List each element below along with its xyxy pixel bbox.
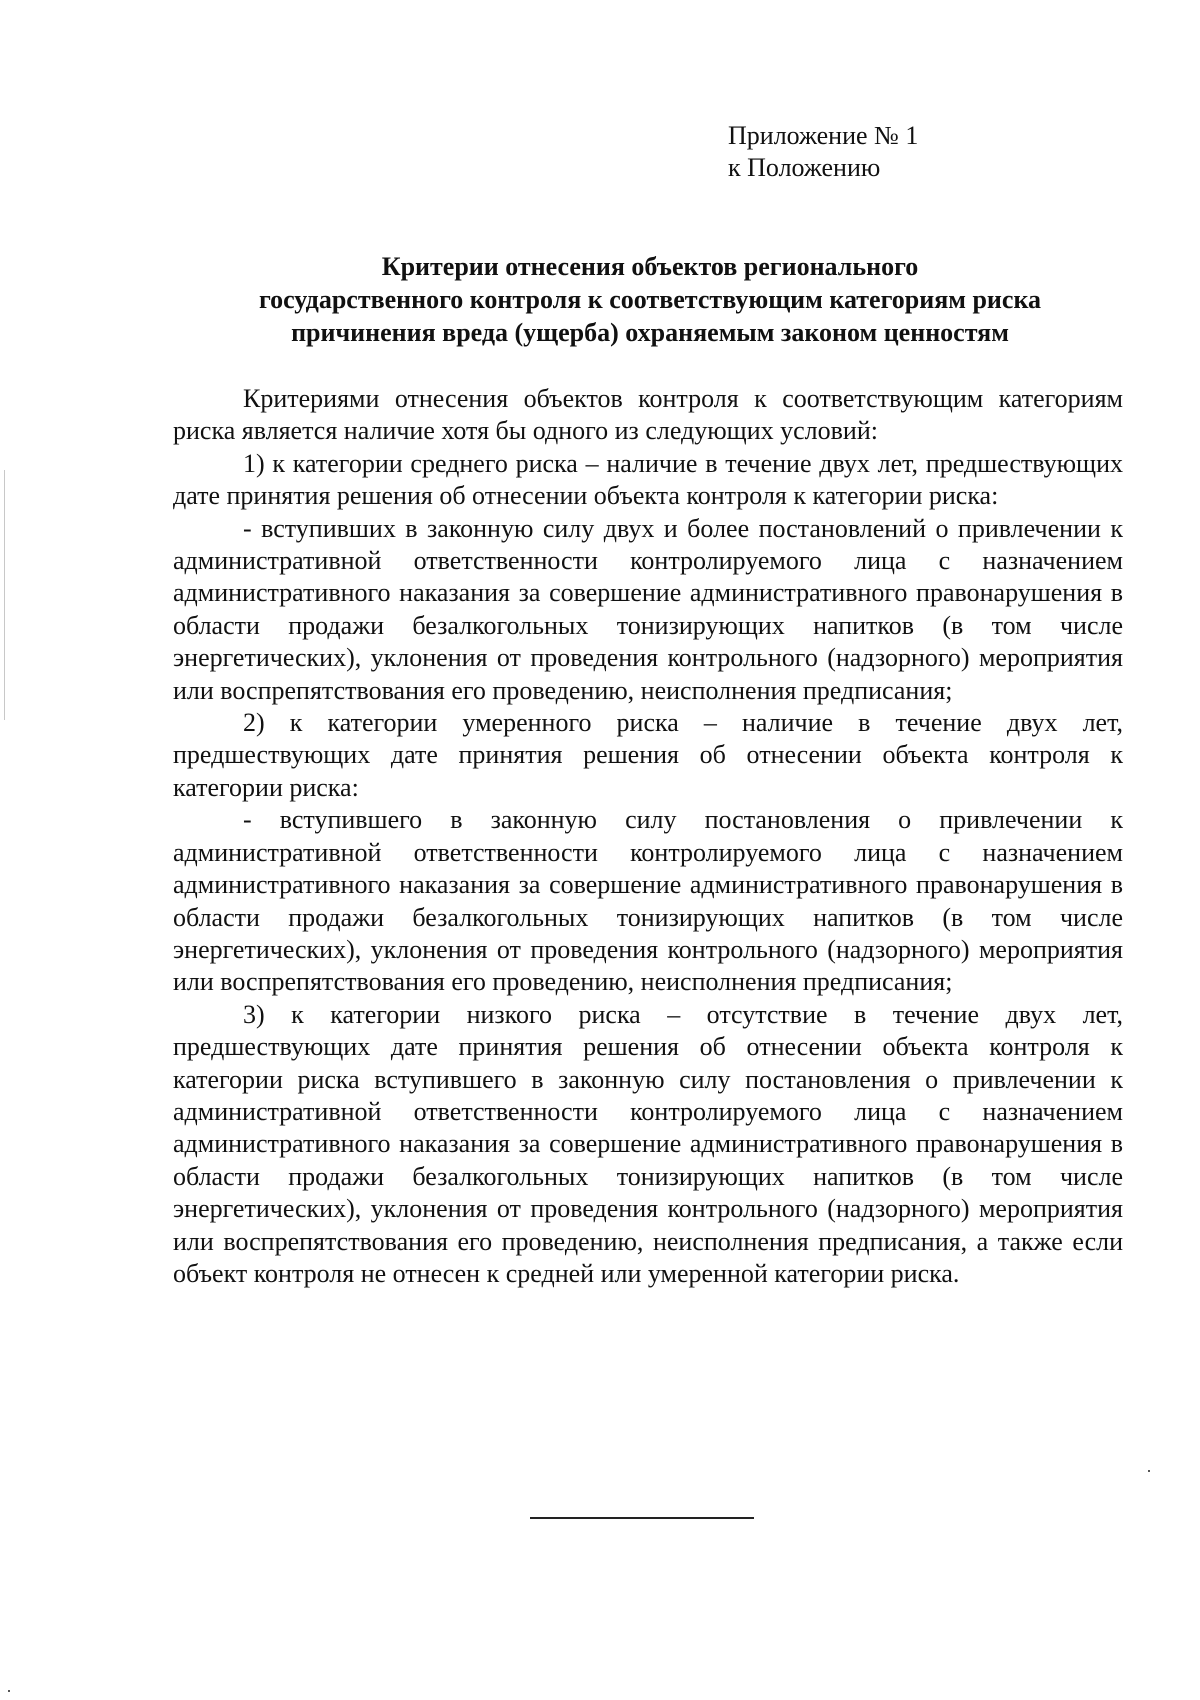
annex-reference — [728, 120, 918, 184]
document-title — [170, 250, 1130, 349]
annex-regulation-ref: к Положению — [728, 153, 881, 182]
scan-speck — [8, 1690, 10, 1692]
annex-number: Приложение № 1 — [728, 121, 919, 150]
moderate-risk-condition: - вступившего в законную силу постановления о привлечении к административной ответственности контролируемого лица с назначением административного наказания за совершение административного правонарушения в области продажи безалкогольных тонизирующих напитков (в том числе энергетических), уклонения от проведения контрольного (надзорного) мероприятия или воспрепятствования его проведению, неисполнения предписания; — [173, 805, 1123, 997]
medium-risk-condition: - вступивших в законную силу двух и более постановлений о привлечении к административной ответственности контролируемого лица с назначением административного наказания за совершение административного правонарушения в области продажи безалкогольных тонизирующих напитков (в том числе энергетических), уклонения от проведения контрольного (надзорного) мероприятия или воспрепятствования его проведению, неисполнения предписания; — [173, 513, 1123, 705]
scan-speck — [1148, 1470, 1150, 1472]
medium-risk-criterion: 1) к категории среднего риска – наличие в течение двух лет, предшествующих дате принятия решения об отнесении объекта контроля к категории риска: — [173, 448, 1123, 511]
title-line: причинения вреда (ущерба) охраняемым законом ценностям — [291, 318, 1009, 347]
title-line: государственного контроля к соответствующим категориям риска — [258, 285, 1042, 314]
title-line: Критерии отнесения объектов регионального — [381, 252, 919, 281]
document-body — [173, 383, 1123, 1290]
scan-edge-mark — [4, 470, 5, 720]
low-risk-criterion: 3) к категории низкого риска – отсутствие в течение двух лет, предшествующих дате принятия решения об отнесении объекта контроля к категории риска вступившего в законную силу постановления о привлечении к административной ответственности контролируемого лица с назначением административного наказания за совершение административного правонарушения в области продажи безалкогольных тонизирующих напитков (в том числе энергетических), уклонения от проведения контрольного (надзорного) мероприятия или воспрепятствования его проведению, неисполнения предписания, а также если объект контроля не отнесен к средней или умеренной категории риска. — [173, 999, 1123, 1288]
moderate-risk-criterion: 2) к категории умеренного риска – наличие в течение двух лет, предшествующих дате принятия решения об отнесении объекта контроля к категории риска: — [173, 708, 1123, 802]
intro-paragraph: Критериями отнесения объектов контроля к соответствующим категориям риска является наличие хотя бы одного из следующих условий: — [173, 384, 1123, 446]
closing-divider — [530, 1517, 754, 1519]
